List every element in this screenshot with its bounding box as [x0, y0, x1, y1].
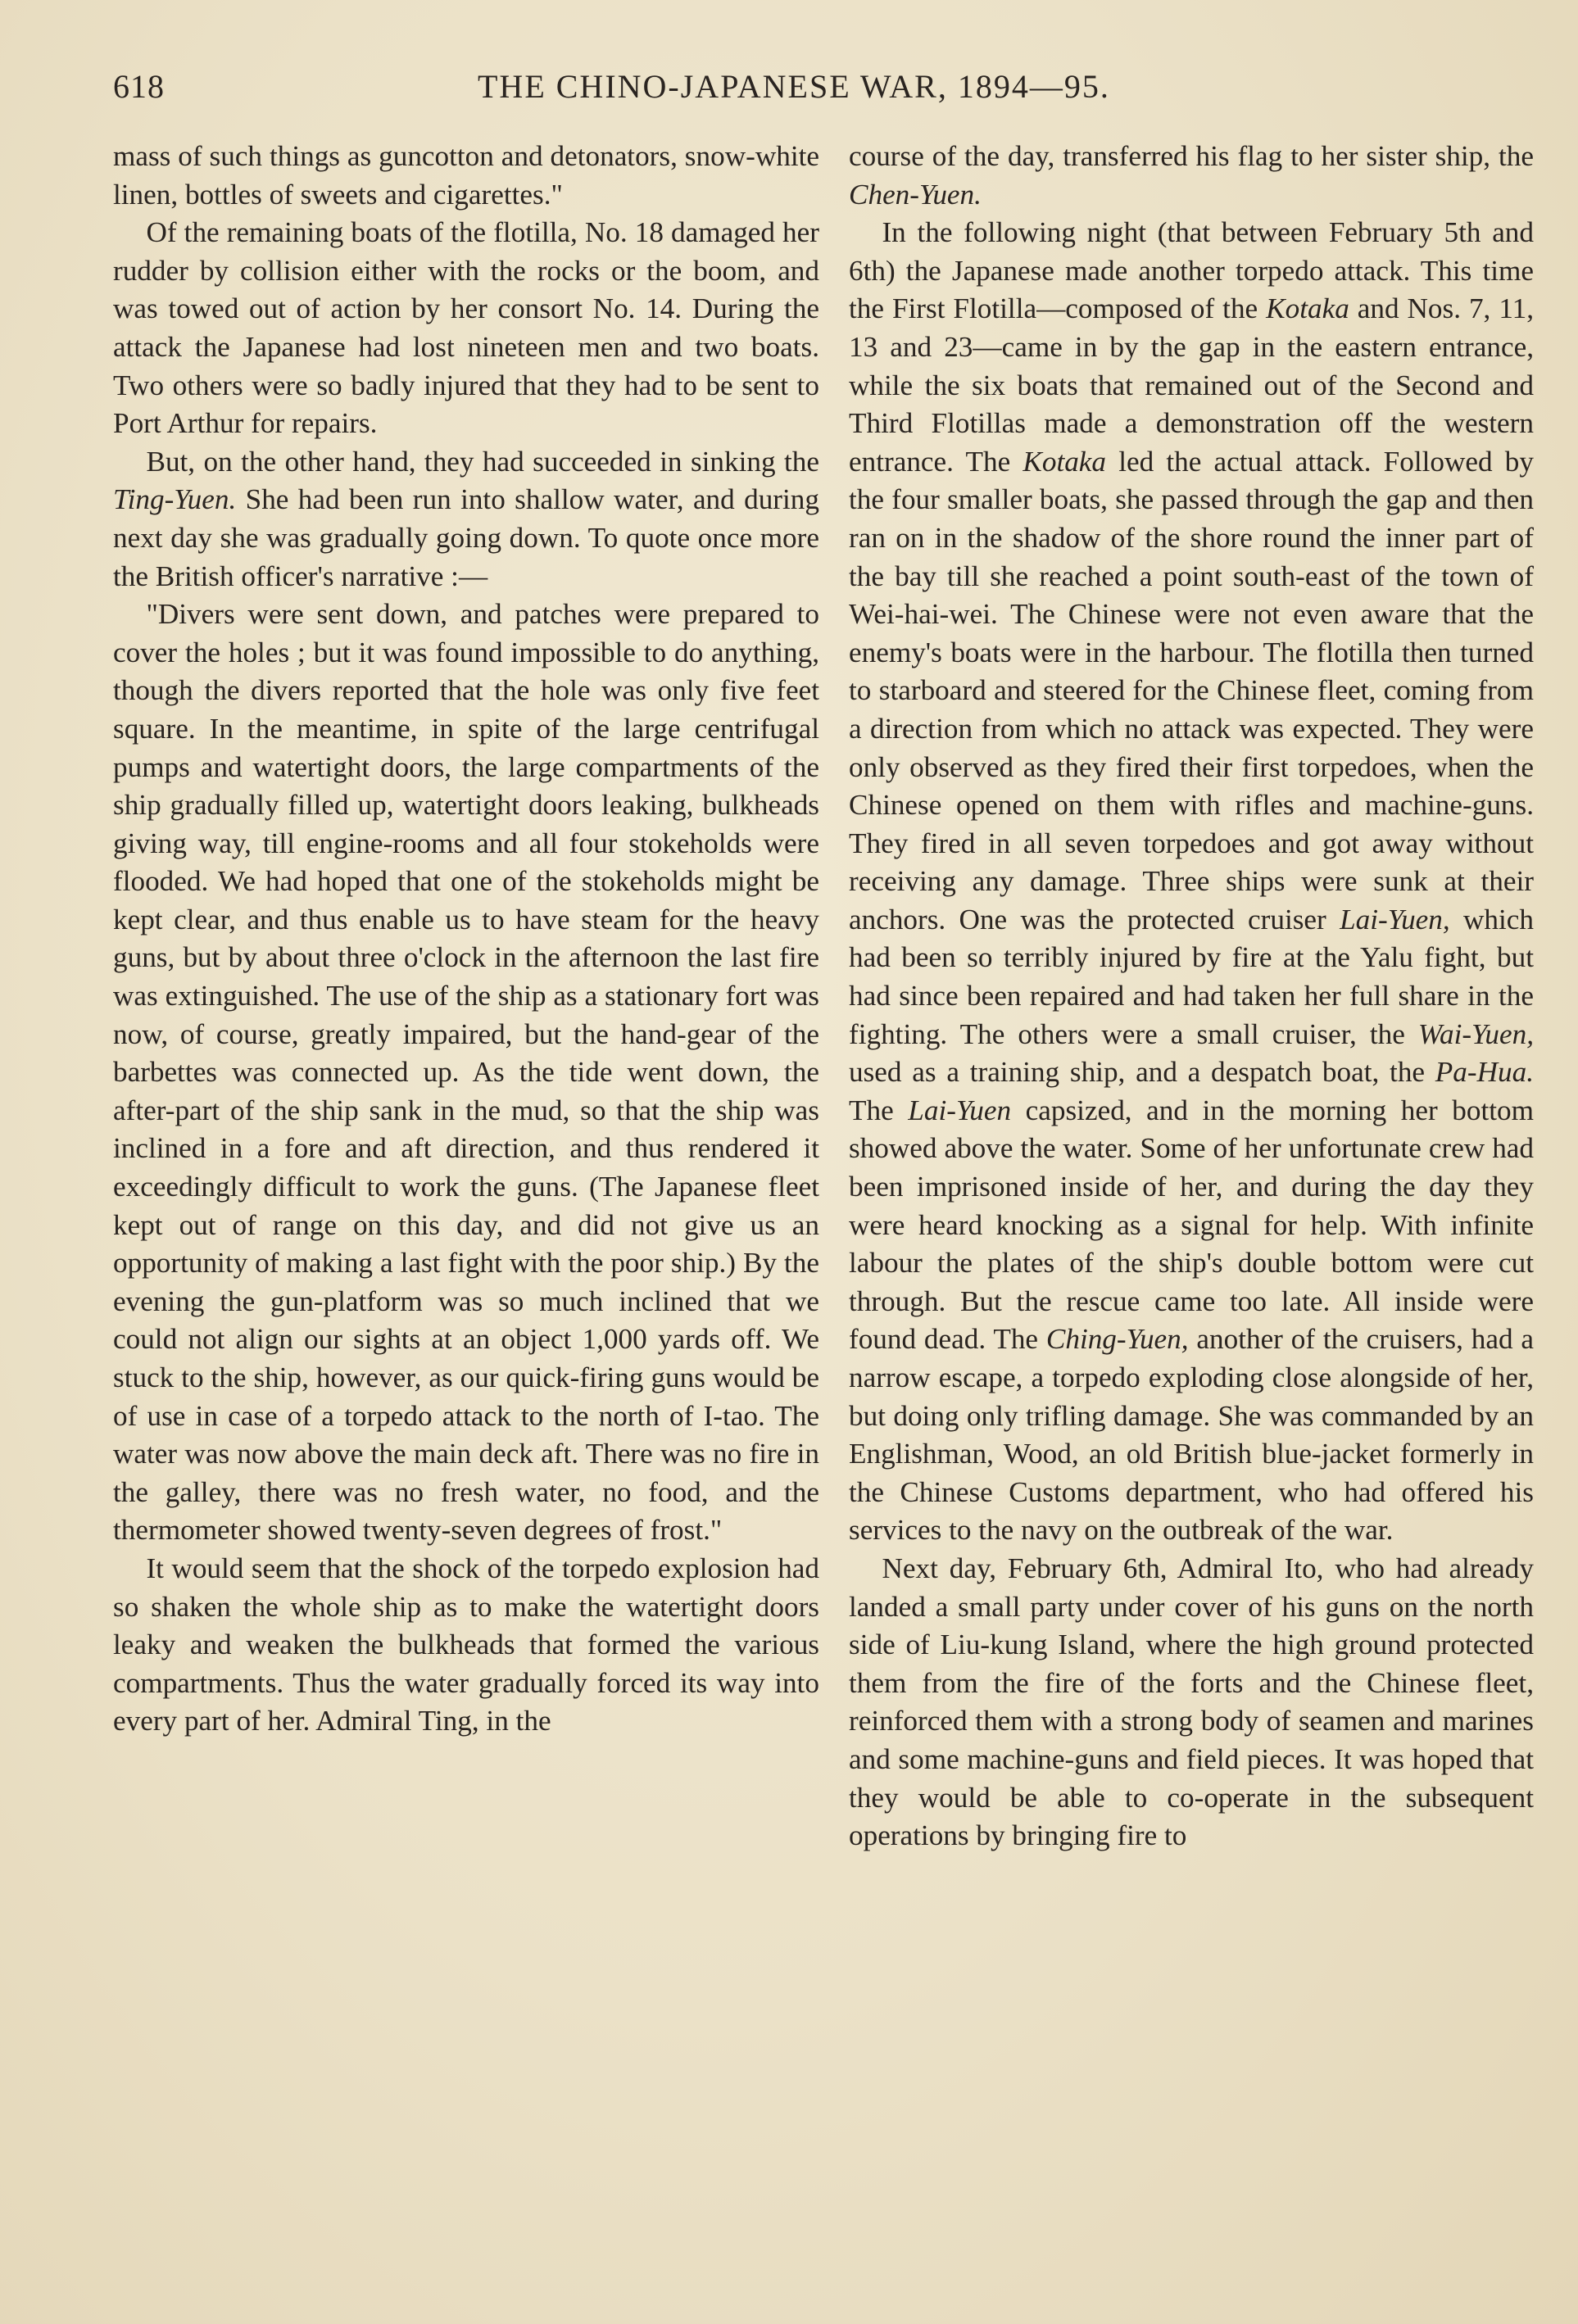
paragraph: It would seem that the shock of the torpedo explosion had so shaken the whole ship as to make the watertight doors leaky and weaken the bulkheads that formed the various compartments. Thus the water gradually forced its way into every part of her. Admiral Ting, in the	[113, 1552, 819, 1737]
ship-name: Wai-Yuen,	[1417, 1017, 1534, 1050]
ship-name: Pa-Hua.	[1435, 1056, 1534, 1089]
ship-name: Lai-Yuen	[908, 1094, 1012, 1126]
paragraph: Next day, February 6th, Admiral Ito, who had already landed a small party under cover of his guns on the north side of Liu-kung Island, where the high ground protected them from the fire of the forts and the Chinese fleet, reinforced them with a strong body of seamen and marines and some machine-guns and field pieces. It was hoped that they would be able to co-operate in the subsequent operations by bringing fire to	[849, 1552, 1534, 1852]
text-span: The	[849, 1094, 909, 1126]
text-span: which had been so terribly injured by fire at the Yalu fight, but had since been repaired and had taken her full share in the fighting. The others were a small cruiser, the	[849, 903, 1534, 1050]
paragraph	[113, 443, 819, 596]
text-span: But, on the other hand, they had succeeded in sinking the	[146, 445, 819, 478]
paragraph: mass of such things as guncotton and detonators, snow-white linen, bottles of sweets and cigarettes."	[113, 140, 819, 211]
text-span: led the actual attack. Followed by the four smaller boats, she passed through the gap and then ran on in the shadow of the shore round the inner part of the bay till she reached a point south-east of the town of Wei-hai-wei. The Chinese were not even aware that the enemy's boats were in the harbour. The flotilla then turned to starboard and steered for the Chinese fleet, coming from a direction from which no attack was expected. They were only observed as they fired their first torpedoes, when the Chinese opened on them with rifles and machine-guns. They fired in all seven torpedoes and got away without receiving any damage. Three ships were sunk at their anchors. One was the protected cruiser	[849, 445, 1534, 935]
page-header	[113, 67, 1522, 116]
text-span: and Nos. 7, 11, 13 and 23—came in by the gap in the eastern entrance, while the six boats that remained out of the Second and Third Flotillas made a demonstration off the western entrance. The	[849, 292, 1534, 478]
page-number: 618	[113, 68, 165, 105]
text-span: She had been run into shallow water, and during next day she was gradually going down. To quote once more the British officer's narrative :—	[113, 483, 819, 592]
ship-name: Lai-Yuen,	[1340, 903, 1450, 935]
quotation-paragraph: "Divers were sent down, and patches were prepared to cover the holes ; but it was found impossible to do anything, though the divers reported that the hole was only five feet square. In the meantime, in spite of the large centrifugal pumps and watertight doors, the large compartments of the ship gradually filled up, watertight doors leaking, bulkheads giving way, till engine-rooms and all four stokeholds were flooded. We had hoped that one of the stokeholds might be kept clear, and thus enable us to have steam for the heavy guns, but by about three o'clock in the afternoon the last fire was extinguished. The use of the ship as a stationary fort was now, of course, greatly impaired, but the hand-gear of the barbettes was connected up. As the tide went down, the after-part of the ship sank in the mud, so that the ship was inclined in a fore and aft direction, and thus rendered it exceedingly difficult to work the guns. (The Japanese fleet kept out of range on this day, and did not give us an opportunity of making a last fight with the poor ship.) By the evening the gun-platform was so much inclined that we could not align our sights at an object 1,000 yards off. We stuck to the ship, however, as our quick-firing guns would be of use in case of a torpedo attack to the north of I-tao. The water was now above the main deck aft. There was no fire in the galley, there was no fresh water, no food, and the thermometer showed twenty-seven degrees of frost."	[113, 598, 819, 1547]
text-span: another of the cruisers, had a narrow escape, a torpedo exploding close alongside of her, but doing only trifling damage. She was commanded by an Englishman, Wood, an old British blue-jacket formerly in the Chinese Customs department, who had offered his services to the navy on the outbreak of the war.	[849, 1323, 1534, 1547]
ship-name: Chen-Yuen.	[849, 178, 982, 211]
ship-name: Ching-Yuen,	[1045, 1323, 1189, 1356]
ship-name: Kotaka	[1266, 292, 1349, 325]
left-column	[113, 138, 819, 1741]
text-span: capsized, and in the morning her bottom showed above the water. Some of her unfortunate crew had been imprisoned inside of her, and during the day they were heard knocking as a signal for help. With infinite labour the plates of the ship's double bottom were cut through. But the rescue came too late. All inside were found dead. The	[849, 1094, 1534, 1356]
paragraph: Of the remaining boats of the flotilla, No. 18 damaged her rudder by collision either with the rocks or the boom, and was towed out of action by her consort No. 14. During the attack the Japanese had lost nineteen men and two boats. Two others were so badly injured that they had to be sent to Port Arthur for repairs.	[113, 216, 819, 440]
running-title: THE CHINO-JAPANESE WAR, 1894—95.	[478, 68, 1110, 105]
right-column	[849, 138, 1534, 1855]
text-span: course of the day, transferred his flag to her sister ship, the	[849, 140, 1534, 172]
text-span: used as a training ship, and a despatch boat, the	[849, 1056, 1435, 1089]
text-span: In the following night (that between February 5th and 6th) the Japanese made another torpedo attack. This time the First Flotilla—composed of the	[849, 216, 1534, 325]
ship-name: Ting-Yuen.	[113, 483, 237, 516]
paragraph	[849, 214, 1534, 1550]
ship-name: Kotaka	[1023, 445, 1107, 478]
paragraph	[849, 138, 1534, 214]
